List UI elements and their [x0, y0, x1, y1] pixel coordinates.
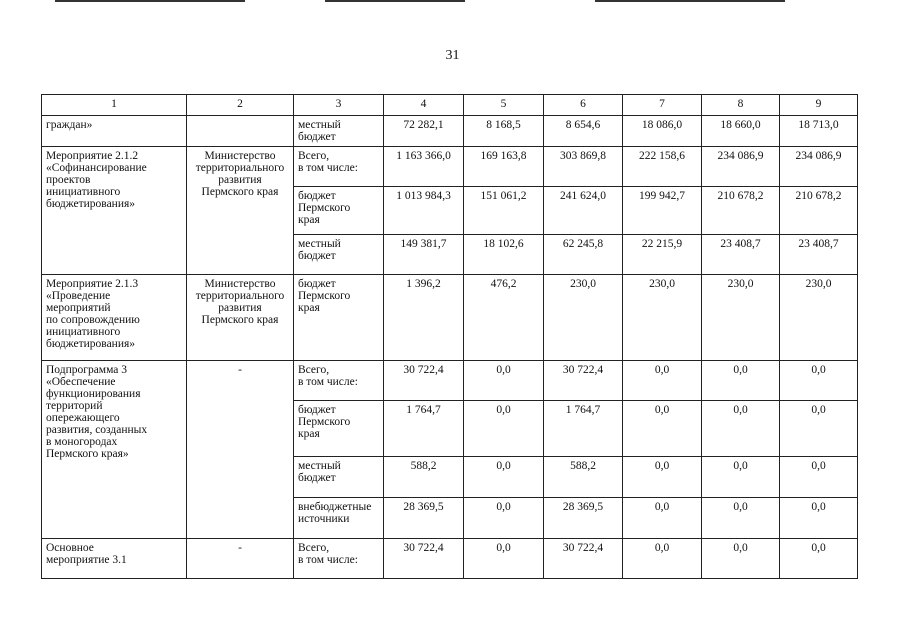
value-cell: 8 654,6	[544, 116, 623, 147]
top-rule-right	[595, 0, 785, 2]
column-number-row	[42, 95, 858, 116]
value-cell: 0,0	[702, 457, 780, 498]
value-cell: 18 086,0	[623, 116, 702, 147]
value-cell: 199 942,7	[623, 187, 702, 235]
funding-source-cell: Всего, в том числе:	[294, 147, 384, 187]
value-cell: 18 102,6	[464, 235, 544, 275]
top-rule-left	[55, 0, 245, 2]
value-cell: 303 869,8	[544, 147, 623, 187]
value-cell: 1 764,7	[544, 401, 623, 457]
value-cell: 0,0	[464, 401, 544, 457]
value-cell: 234 086,9	[780, 147, 858, 187]
funding-source-cell: бюджет Пермского края	[294, 401, 384, 457]
value-cell: 151 061,2	[464, 187, 544, 235]
value-cell: 0,0	[464, 457, 544, 498]
value-cell: 30 722,4	[384, 539, 464, 579]
event-name-cell: граждан»	[42, 116, 187, 147]
value-cell: 0,0	[702, 361, 780, 401]
event-name-cell: Мероприятие 2.1.3 «Проведение мероприятий по сопровождению инициативного бюджетирования»	[42, 275, 187, 361]
value-cell: 230,0	[780, 275, 858, 361]
value-cell: 0,0	[623, 401, 702, 457]
value-cell: 476,2	[464, 275, 544, 361]
event-name-cell: Подпрограмма 3 «Обеспечение функционирования территорий опережающего развития, созданных в моногородах Пермского края»	[42, 361, 187, 539]
value-cell: 0,0	[780, 361, 858, 401]
value-cell: 0,0	[623, 539, 702, 579]
value-cell: 230,0	[623, 275, 702, 361]
column-header: 7	[623, 95, 702, 116]
funding-source-cell: местный бюджет	[294, 235, 384, 275]
funding-source-cell: бюджет Пермского края	[294, 275, 384, 361]
executor-cell	[187, 116, 294, 147]
page-number: 31	[445, 48, 460, 63]
value-cell: 18 660,0	[702, 116, 780, 147]
value-cell: 8 168,5	[464, 116, 544, 147]
value-cell: 0,0	[623, 361, 702, 401]
value-cell: 149 381,7	[384, 235, 464, 275]
value-cell: 169 163,8	[464, 147, 544, 187]
column-header: 3	[294, 95, 384, 116]
table-row	[42, 116, 858, 147]
table-row	[42, 361, 858, 401]
funding-source-cell: внебюджетные источники	[294, 498, 384, 539]
executor-cell: Министерство территориального развития Пермского края	[187, 275, 294, 361]
value-cell: 30 722,4	[384, 361, 464, 401]
executor-cell: -	[187, 361, 294, 539]
value-cell: 72 282,1	[384, 116, 464, 147]
event-name-cell: Мероприятие 2.1.2 «Софинансирование проектов инициативного бюджетирования»	[42, 147, 187, 275]
value-cell: 28 369,5	[384, 498, 464, 539]
value-cell: 210 678,2	[702, 187, 780, 235]
value-cell: 230,0	[544, 275, 623, 361]
column-header: 6	[544, 95, 623, 116]
funding-source-cell: местный бюджет	[294, 116, 384, 147]
event-name-cell: Основное мероприятие 3.1	[42, 539, 187, 579]
value-cell: 1 396,2	[384, 275, 464, 361]
executor-cell: -	[187, 539, 294, 579]
funding-source-cell: бюджет Пермского края	[294, 187, 384, 235]
value-cell: 210 678,2	[780, 187, 858, 235]
value-cell: 18 713,0	[780, 116, 858, 147]
column-header: 4	[384, 95, 464, 116]
column-header: 1	[42, 95, 187, 116]
table-row	[42, 147, 858, 187]
value-cell: 23 408,7	[702, 235, 780, 275]
value-cell: 0,0	[780, 539, 858, 579]
value-cell: 23 408,7	[780, 235, 858, 275]
value-cell: 588,2	[544, 457, 623, 498]
funding-source-cell: Всего, в том числе:	[294, 539, 384, 579]
value-cell: 230,0	[702, 275, 780, 361]
value-cell: 588,2	[384, 457, 464, 498]
top-rule-center	[325, 0, 465, 2]
value-cell: 0,0	[464, 498, 544, 539]
value-cell: 0,0	[780, 401, 858, 457]
value-cell: 241 624,0	[544, 187, 623, 235]
column-header: 8	[702, 95, 780, 116]
value-cell: 0,0	[702, 539, 780, 579]
value-cell: 1 764,7	[384, 401, 464, 457]
value-cell: 0,0	[780, 498, 858, 539]
value-cell: 234 086,9	[702, 147, 780, 187]
value-cell: 28 369,5	[544, 498, 623, 539]
table-row	[42, 275, 858, 361]
budget-table	[41, 94, 858, 579]
value-cell: 0,0	[623, 457, 702, 498]
column-header: 9	[780, 95, 858, 116]
value-cell: 30 722,4	[544, 539, 623, 579]
value-cell: 0,0	[464, 361, 544, 401]
table-row	[42, 539, 858, 579]
value-cell: 22 215,9	[623, 235, 702, 275]
value-cell: 0,0	[780, 457, 858, 498]
funding-source-cell: Всего, в том числе:	[294, 361, 384, 401]
value-cell: 0,0	[702, 401, 780, 457]
executor-cell: Министерство территориального развития Пермского края	[187, 147, 294, 275]
column-header: 5	[464, 95, 544, 116]
value-cell: 222 158,6	[623, 147, 702, 187]
value-cell: 0,0	[702, 498, 780, 539]
value-cell: 1 163 366,0	[384, 147, 464, 187]
column-header: 2	[187, 95, 294, 116]
value-cell: 30 722,4	[544, 361, 623, 401]
value-cell: 0,0	[464, 539, 544, 579]
value-cell: 62 245,8	[544, 235, 623, 275]
value-cell: 0,0	[623, 498, 702, 539]
value-cell: 1 013 984,3	[384, 187, 464, 235]
funding-source-cell: местный бюджет	[294, 457, 384, 498]
